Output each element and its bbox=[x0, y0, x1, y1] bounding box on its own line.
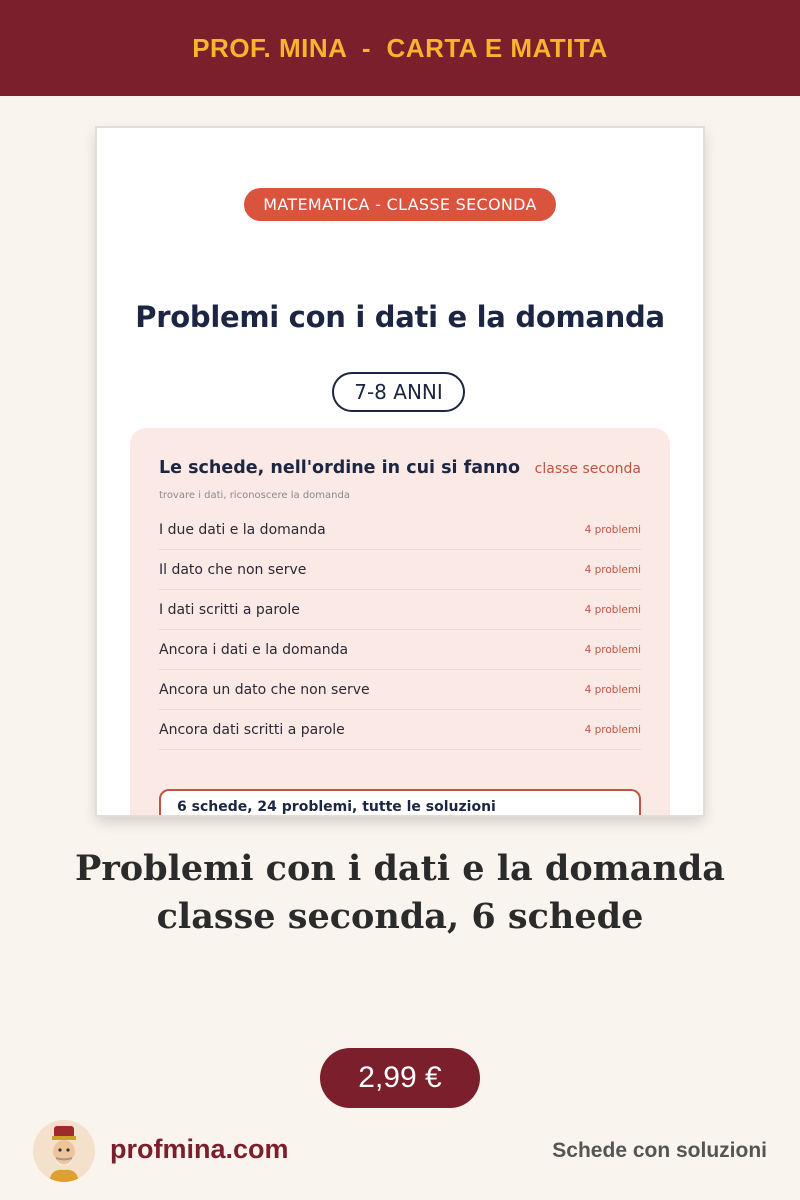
item-name: I dati scritti a parole bbox=[159, 601, 300, 618]
worksheet-list-panel bbox=[130, 428, 670, 815]
item-count: 4 problemi bbox=[584, 643, 641, 656]
preview-title: Problemi con i dati e la domanda bbox=[135, 300, 665, 334]
panel-class-label: classe seconda bbox=[534, 461, 641, 477]
professor-avatar-icon bbox=[33, 1120, 95, 1182]
item-name: Ancora i dati e la domanda bbox=[159, 641, 349, 658]
price-button[interactable]: 2,99 € bbox=[320, 1048, 480, 1108]
summary-text: 6 schede, 24 problemi, tutte le soluzioni bbox=[177, 799, 496, 815]
list-item bbox=[159, 550, 641, 590]
worksheet-list bbox=[159, 510, 641, 750]
item-count: 4 problemi bbox=[584, 723, 641, 736]
site-link[interactable]: profmina.com bbox=[110, 1134, 289, 1164]
tagline: Schede con soluzioni bbox=[552, 1139, 767, 1162]
product-title-line-2: classe seconda, 6 schede bbox=[156, 896, 644, 937]
item-name: Ancora dati scritti a parole bbox=[159, 721, 345, 738]
panel-title: Le schede, nell'ordine in cui si fanno bbox=[159, 458, 520, 478]
item-count: 4 problemi bbox=[584, 683, 641, 696]
item-name: Il dato che non serve bbox=[159, 561, 307, 578]
item-count: 4 problemi bbox=[584, 563, 641, 576]
subject-badge: MATEMATICA - CLASSE SECONDA bbox=[244, 188, 556, 221]
item-name: I due dati e la domanda bbox=[159, 521, 326, 538]
product-preview-card bbox=[97, 128, 703, 815]
list-item bbox=[159, 510, 641, 550]
list-item bbox=[159, 670, 641, 710]
list-item bbox=[159, 630, 641, 670]
summary-box bbox=[159, 789, 641, 815]
panel-subtitle: trovare i dati, riconoscere la domanda bbox=[159, 490, 350, 501]
age-badge: 7-8 ANNI bbox=[332, 372, 465, 412]
item-count: 4 problemi bbox=[584, 523, 641, 536]
top-banner bbox=[0, 0, 800, 96]
product-title-line-1: Problemi con i dati e la domanda bbox=[75, 848, 725, 889]
banner-title: PROF. MINA - CARTA E MATITA bbox=[192, 32, 608, 63]
item-count: 4 problemi bbox=[584, 603, 641, 616]
item-name: Ancora un dato che non serve bbox=[159, 681, 370, 698]
list-item bbox=[159, 710, 641, 750]
list-item bbox=[159, 590, 641, 630]
